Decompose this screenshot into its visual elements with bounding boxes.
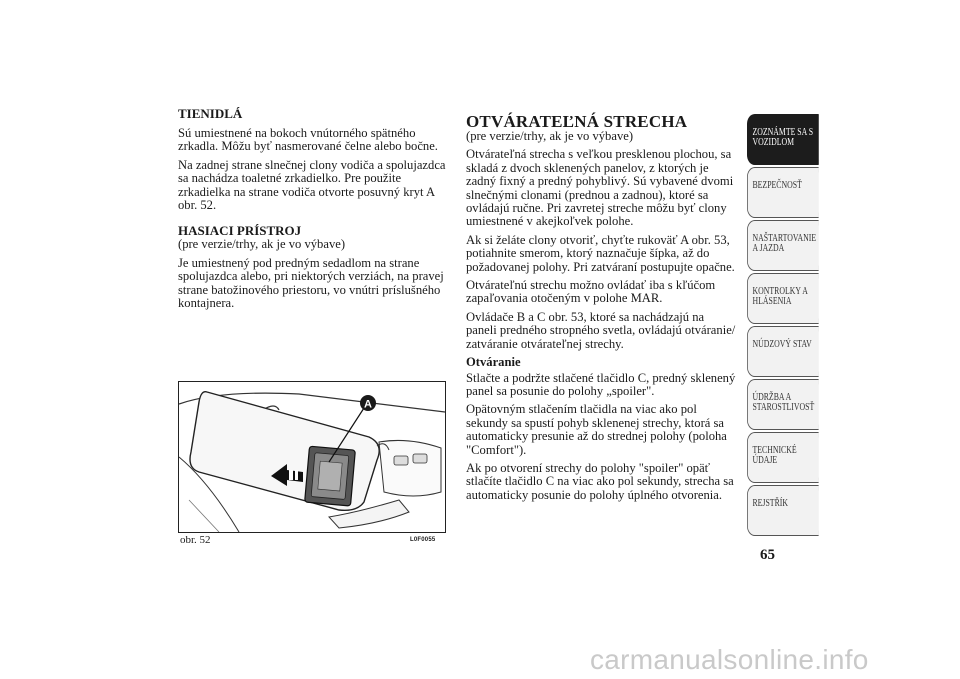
- left-column: [178, 107, 446, 315]
- section-heading-hasiaci-pristroj: HASIACI PRÍSTROJ: [178, 223, 302, 239]
- paragraph: Opätovným stlačením tlačidla na viac ako pol sekundy sa spustí pohyb sklenenej strechy, ktorá sa automaticky presunie až do strednej polohy (poloha "Comfort").: [466, 402, 727, 457]
- watermark: carmanualsonline.info: [590, 644, 869, 675]
- paragraph: Na zadnej strane slnečnej clony vodiča a spolujazdca sa nachádza toaletné zrkadielko. Pre použite zrkadielka na strane vodiča otvorte posuvný kryt A obr. 52.: [178, 157, 446, 213]
- chapter-tabs: [747, 114, 819, 538]
- figure-code: L0F0055: [410, 537, 436, 543]
- paragraph: Sú umiestnené na bokoch vnútorného spätného zrkadla. Môžu byť nasmerované čelne alebo bočne.: [178, 126, 438, 154]
- section-heading-otvaratelna-strecha: OTVÁRATEĽNÁ STRECHA: [466, 112, 688, 131]
- figure-caption: obr. 52: [180, 534, 211, 546]
- tab-rejstrik[interactable]: REJSTŘÍK: [747, 485, 819, 536]
- tab-udrzba-a-starostlivost[interactable]: ÚDRŽBA A STAROSTLIVOSŤ: [747, 379, 819, 430]
- tab-kontrolky-a-hlasenia[interactable]: KONTROLKY A HLÁSENIA: [747, 273, 819, 324]
- paragraph: Ak po otvorení strechy do polohy "spoiler" opäť stlačíte tlačidlo C na viac ako pol sekundy, strecha sa automaticky posunie do polohy úplného otvorenia.: [466, 460, 734, 502]
- paragraph: Stlačte a podržte stlačené tlačidlo C, predný sklenený panel sa posunie do polohy „spoiler".: [466, 370, 736, 398]
- section-subheading: (pre verzie/trhy, ak je vo výbave): [178, 237, 346, 252]
- callout-a: A: [364, 398, 372, 411]
- paragraph: Je umiestnený pod predným sedadlom na strane spolujazdca alebo, pri niektorých verziách, na pravej strane batožinového priestoru, vo vnútri príslušného kontajnera.: [178, 255, 444, 311]
- subheading-otvaranie: Otváranie: [466, 355, 521, 370]
- tab-technicke-udaje[interactable]: TECHNICKÉ ÚDAJE: [747, 432, 819, 483]
- tab-zoznamte-sa-s-vozidlom[interactable]: ZOZNÁMTE SA S VOZIDLOM: [747, 114, 819, 165]
- tab-bezpecnost[interactable]: BEZPEČNOSŤ: [747, 167, 819, 218]
- tab-nudzovy-stav[interactable]: NÚDZOVÝ STAV: [747, 326, 819, 377]
- section-subheading: (pre verzie/trhy, ak je vo výbave): [466, 129, 634, 143]
- paragraph: Otvárateľná strecha s veľkou presklenou plochou, sa skladá z dvoch sklenených panelov, z ktorých je zadný fixný a predný pohyblivý. Sú vybavené dvomi slnečnými clonami (prednou a zadnou), ktoré sa ovládajú ručne. Pri zavretej streche môžu byť clony umiestnené v akejkoľvek polohe.: [466, 147, 734, 229]
- sun-visor-illustration: [179, 382, 445, 532]
- paragraph: Ovládače B a C obr. 53, ktoré sa nachádzajú na paneli predného stropného svetla, ovládajú otváranie/ zatváranie otvárateľnej strechy.: [466, 309, 736, 351]
- tab-nastartovanie-a-jazda[interactable]: NAŠTARTOVANIE A JAZDA: [747, 220, 819, 271]
- paragraph: Otvárateľnú strechu možno ovládať iba s kľúčom zapaľovania otočeným v polohe MAR.: [466, 278, 716, 306]
- page-number: 65: [760, 547, 775, 563]
- right-column: [466, 113, 738, 507]
- section-heading-tienidla: TIENIDLÁ: [178, 106, 243, 121]
- paragraph: Ak si želáte clony otvoriť, chyťte rukoväť A obr. 53, potiahnite smerom, ktorý naznačuje šípka, až do požadovanej polohy. Pri zatváraní postupujte opačne.: [466, 232, 735, 274]
- figure-sun-visor: [178, 381, 446, 533]
